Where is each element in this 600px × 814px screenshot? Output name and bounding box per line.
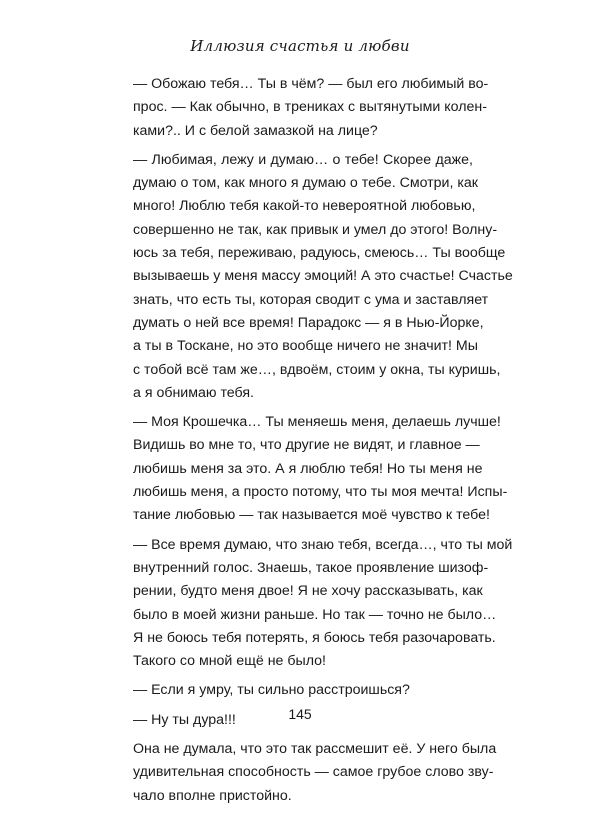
text-line: — Обожаю тебя… Ты в чём? — был его любимый во- [133, 76, 489, 92]
text-line: любишь меня за это. А я люблю тебя! Но ты меня не [133, 460, 483, 477]
paragraph [133, 411, 508, 527]
text-line: Видишь во мне то, что другие не видят, и главное — [133, 437, 480, 454]
text-line: удивительная способность — самое грубое слово зву- [133, 764, 494, 781]
text-line: ками?.. И с белой замазкой на лице? [133, 122, 378, 139]
text-line: совершенно не так, как привык и умел до этого! Волну- [133, 221, 498, 238]
page-number: 145 [288, 706, 312, 722]
text-line: юсь за тебя, переживаю, радуюсь, смеюсь… Ты вообще [133, 245, 506, 262]
text-line: — Все время думаю, что знаю тебя, всегда…, что ты мой [133, 536, 513, 553]
text-line: много! Люблю тебя какой-то невероятной любовью, [133, 198, 476, 215]
text-line: знать, что есть ты, которая сводит с ума и заставляет [133, 291, 489, 308]
text-line: Я не боюсь тебя потерять, я боюсь тебя разочаровать. [133, 629, 496, 646]
text-line: — Любимая, лежу и думаю… о тебе! Скорее даже, [133, 151, 473, 168]
text-line: тание любовью — так называется моё чувство к тебе! [133, 507, 490, 524]
text-line: было в моей жизни раньше. Но так — точно не было… [133, 606, 497, 623]
text-line: — Ну ты дура!!! [133, 711, 236, 728]
paragraph [133, 149, 513, 405]
text-line: Такого со мной ещё не было! [133, 653, 326, 670]
text-line: — Если я умру, ты сильно расстроишься? [133, 682, 410, 699]
text-line: внутренний голос. Знаешь, такое проявление шизоф- [133, 559, 489, 576]
text-line: — Моя Крошечка… Ты меняешь меня, делаешь лучше! [133, 414, 501, 431]
text-line: прос. — Как обычно, в трениках с вытянутыми колен- [133, 99, 487, 116]
text-line: думать о ней все время! Парадокс — я в Нью-Йорке, [133, 314, 484, 331]
text-line: с тобой всё там же…, вдвоём, стоим у окна, ты куришь, [133, 361, 501, 378]
text-line: любишь меня, а просто потому, что ты моя мечта! Испы- [133, 484, 508, 501]
text-line: чало вполне пристойно. [133, 787, 292, 804]
paragraph [133, 679, 473, 702]
paragraph [133, 534, 513, 674]
body-text [133, 73, 513, 814]
text-line: рении, будто меня двое! Я не хочу рассказывать, как [133, 583, 483, 600]
running-head: Иллюзия счастья и любви [190, 37, 410, 55]
paragraph [133, 738, 497, 808]
text-line: Она не думала, что это так рассмешит её. У него была [133, 741, 497, 758]
text-line: думаю о том, как много я думаю о тебе. Смотри, как [133, 175, 478, 192]
text-line: а я обнимаю тебя. [133, 384, 254, 401]
text-line: а ты в Тоскане, но это вообще ничего не значит! Мы [133, 338, 478, 355]
paragraph [133, 73, 489, 143]
text-line: вызываешь у меня массу эмоций! А это счастье! Счастье [133, 268, 513, 285]
